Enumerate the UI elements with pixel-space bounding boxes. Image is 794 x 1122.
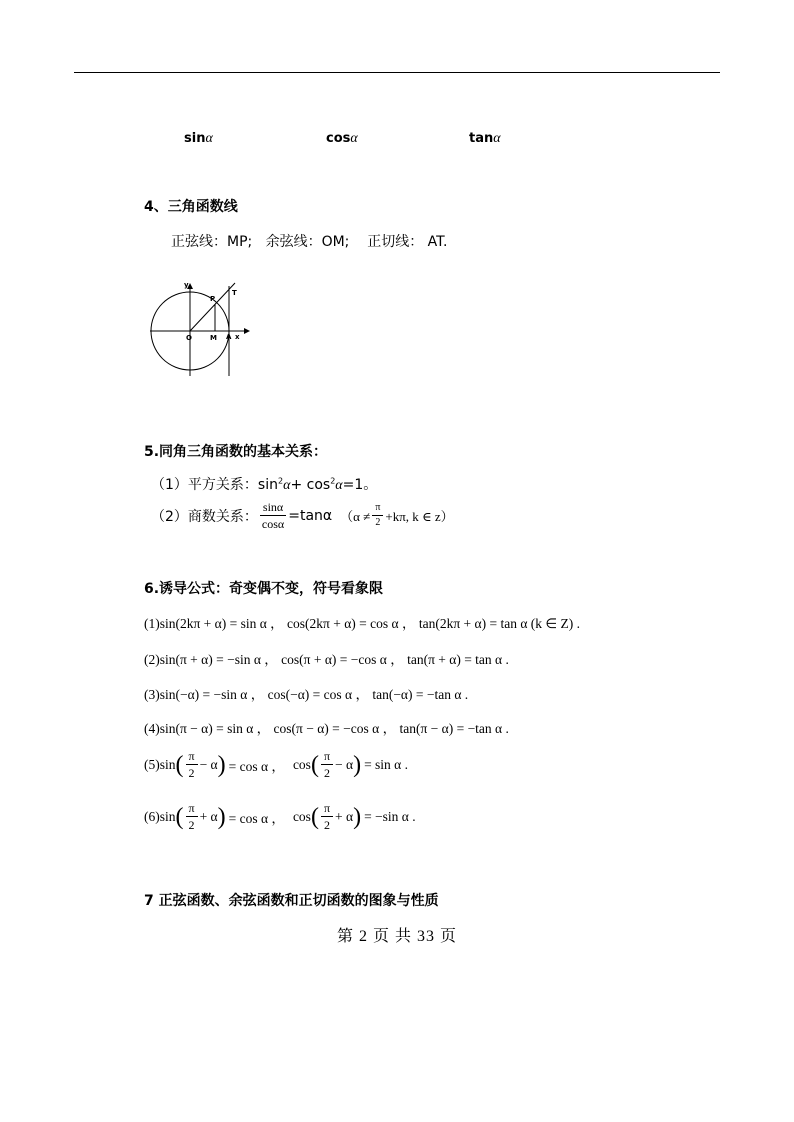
pi-over-2-fraction xyxy=(186,750,198,779)
label-t: T xyxy=(232,289,237,297)
left-paren: ( xyxy=(310,803,319,830)
label-a: A xyxy=(226,333,232,341)
left-paren: ( xyxy=(175,803,184,830)
section7-title: 7 正弦函数、余弦函数和正切函数的图象与性质 xyxy=(144,893,439,909)
pi-over-2-fraction xyxy=(186,802,198,831)
right-paren: ) xyxy=(353,803,362,830)
pi-over-2-fraction xyxy=(321,750,333,779)
left-paren: ( xyxy=(310,751,319,778)
f6-prefix: (6)sin xyxy=(144,808,176,824)
cos-text: cos xyxy=(326,131,351,146)
sin-over-cos-fraction xyxy=(260,501,286,530)
left-paren: ( xyxy=(175,751,184,778)
section6-title: 6.诱导公式：奇变偶不变，符号看象限 xyxy=(144,581,384,597)
x-axis-arrow-icon xyxy=(244,328,250,334)
pi-over-2-fraction xyxy=(372,503,383,528)
cos-text: cos xyxy=(292,756,311,772)
fraction-numerator: sinα xyxy=(260,501,286,516)
section5-title: 5.同角三角函数的基本关系： xyxy=(144,444,328,460)
fraction-numerator: π xyxy=(186,750,198,765)
right-paren: ) xyxy=(217,803,226,830)
alpha-symbol: α xyxy=(205,131,213,146)
f5-prefix: (5)sin xyxy=(144,756,176,772)
item1-label: （1）平方关系： xyxy=(151,477,258,493)
alpha-symbol: α xyxy=(493,131,501,146)
fraction-denominator: 2 xyxy=(188,766,195,780)
alpha-symbol: α xyxy=(335,478,343,493)
f5-inner2: − α xyxy=(335,756,354,772)
quotient-relation xyxy=(151,501,454,530)
square-relation xyxy=(151,474,377,494)
label-p: P xyxy=(210,295,216,303)
section4-title: 4、三角函数线 xyxy=(144,199,238,215)
fraction-numerator: π xyxy=(321,750,333,765)
item1-tail: =1。 xyxy=(342,477,378,493)
page-footer: 第 2 页 共 33 页 xyxy=(336,928,457,945)
label-m: M xyxy=(210,334,217,342)
fraction-numerator: π xyxy=(321,802,333,817)
exponent: 2 xyxy=(277,476,284,486)
f5-rhs1: = cos α ， xyxy=(228,758,285,774)
sin-text: sin xyxy=(184,131,206,146)
f6-inner2: + α xyxy=(335,808,354,824)
plus-cos-text: + cos xyxy=(290,477,331,493)
condition-tail: +kπ, k ∈ z） xyxy=(385,509,454,524)
f5-rhs2: = sin α . xyxy=(364,756,409,772)
item2-label: （2）商数关系： xyxy=(151,508,258,525)
unit-circle-diagram xyxy=(140,272,260,382)
fraction-denominator: 2 xyxy=(188,818,195,832)
section4-line-text: 正弦线：MP; 余弦线：OM; 正切线： AT. xyxy=(171,234,448,250)
fraction-denominator: 2 xyxy=(375,517,381,528)
sin-alpha-label xyxy=(184,127,213,147)
formula-1: (1)sin(2kπ + α) = sin α ， cos(2kπ + α) = cos α ， tan(2kπ + α) = tan α (k ∈ Z) . xyxy=(144,616,581,631)
f5-inner1: − α xyxy=(199,756,218,772)
fraction-denominator: 2 xyxy=(323,818,330,832)
header-rule xyxy=(74,72,720,73)
right-paren: ) xyxy=(217,751,226,778)
label-y: y xyxy=(184,281,189,289)
f6-rhs1: = cos α ， xyxy=(228,810,285,826)
f6-rhs2: = −sin α . xyxy=(364,808,416,824)
formula-5 xyxy=(144,750,408,779)
condition-open: （α ≠ xyxy=(340,509,371,524)
formula-6 xyxy=(144,802,416,831)
formula-4: (4)sin(π − α) = sin α ， cos(π − α) = −cos α ， tan(π − α) = −tan α . xyxy=(144,721,509,736)
fraction-denominator: cosα xyxy=(261,517,285,531)
alpha-symbol: α xyxy=(350,131,358,146)
right-paren: ) xyxy=(353,751,362,778)
label-o: O xyxy=(186,334,192,342)
formula-3: (3)sin(−α) = −sin α ， cos(−α) = cos α ， tan(−α) = −tan α . xyxy=(144,687,469,702)
formula-2: (2)sin(π + α) = −sin α ， cos(π + α) = −cos α ， tan(π + α) = tan α . xyxy=(144,652,509,667)
fraction-numerator: π xyxy=(372,503,383,516)
cos-text: cos xyxy=(292,808,311,824)
label-x: x xyxy=(235,333,240,341)
tan-alpha-label xyxy=(469,127,501,147)
f6-inner1: + α xyxy=(199,808,218,824)
cos-alpha-label xyxy=(326,127,358,147)
fraction-numerator: π xyxy=(186,802,198,817)
exponent: 2 xyxy=(330,476,336,486)
tan-text: tan xyxy=(469,131,494,146)
equals-tan-text: =tanα xyxy=(288,507,333,524)
sin-text: sin xyxy=(257,477,278,493)
alpha-symbol: α xyxy=(283,478,291,493)
pi-over-2-fraction xyxy=(321,802,333,831)
fraction-denominator: 2 xyxy=(323,766,330,780)
